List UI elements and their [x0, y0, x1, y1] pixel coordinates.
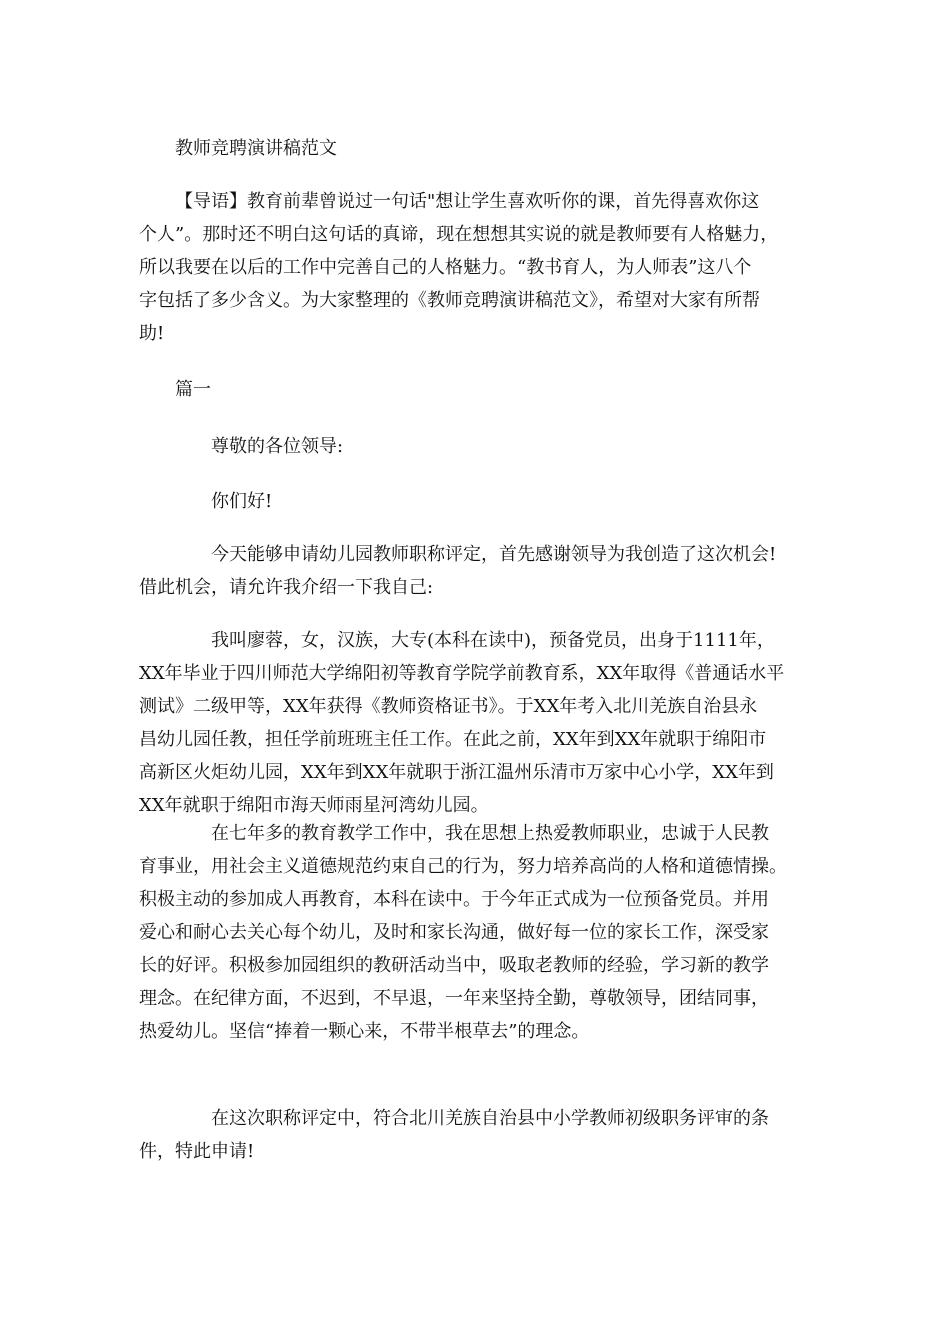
salutation-text: 尊敬的各位领导:	[211, 436, 344, 457]
intro-line: 助!	[139, 323, 165, 344]
part-heading-text: 篇一	[175, 379, 211, 400]
paragraph-line: 我叫廖蓉，女，汉族，大专(本科在读中)，预备党员，出身于1111年，	[211, 630, 775, 651]
paragraph-line: XX年就职于绵阳市海天师雨星河湾幼儿园。	[139, 795, 489, 816]
paragraph-2	[139, 624, 821, 822]
paragraph-4	[139, 1102, 821, 1168]
paragraph-line: 在七年多的教育教学工作中，我在思想上热爱教师职业，忠诚于人民教	[211, 823, 769, 844]
paragraph-line: 今天能够申请幼儿园教师职称评定，首先感谢领导为我创造了这次机会!	[211, 544, 777, 565]
paragraph-line: 件，特此申请!	[139, 1141, 255, 1162]
paragraph-line: 育事业，用社会主义道德规范约束自己的行为，努力培养高尚的人格和道德情操。	[139, 856, 787, 877]
greeting	[211, 485, 893, 518]
document-title	[175, 132, 857, 165]
intro-paragraph	[139, 185, 821, 350]
paragraph-3	[139, 817, 821, 1048]
intro-line: 个人”。那时还不明白这句话的真谛，现在想想其实说的就是教师要有人格魅力，	[139, 224, 779, 245]
paragraph-line: 热爱幼儿。坚信“捧着一颗心来，不带半根草去”的理念。	[139, 1021, 590, 1042]
salutation	[211, 430, 893, 463]
title-text: 教师竞聘演讲稿范文	[175, 138, 337, 159]
paragraph-line: 在这次职称评定中，符合北川羌族自治县中小学教师初级职务评审的条	[211, 1108, 769, 1129]
paragraph-line: 测试》二级甲等，XX年获得《教师资格证书》。于XX年考入北川羌族自治县永	[139, 696, 758, 717]
paragraph-line: 昌幼儿园任教，担任学前班班主任工作。在此之前，XX年到XX年就职于绵阳市	[139, 729, 767, 750]
paragraph-line: 理念。在纪律方面，不迟到，不早退，一年来坚持全勤，尊敬领导，团结同事，	[139, 988, 769, 1009]
paragraph-line: 爱心和耐心去关心每个幼儿，及时和家长沟通，做好每一位的家长工作，深受家	[139, 922, 769, 943]
greeting-text: 你们好!	[211, 491, 273, 512]
paragraph-line: 长的好评。积极参加园组织的教研活动当中，吸取老教师的经验，学习新的教学	[139, 955, 769, 976]
part-heading	[175, 373, 857, 406]
paragraph-line: 积极主动的参加成人再教育，本科在读中。于今年正式成为一位预备党员。并用	[139, 889, 769, 910]
paragraph-line: 高新区火炬幼儿园，XX年到XX年就职于浙江温州乐清市万家中心小学，XX年到	[139, 762, 774, 783]
paragraph-line: XX年毕业于四川师范大学绵阳初等教育学院学前教育系，XX年取得《普通话水平	[139, 663, 785, 684]
paragraph-1	[139, 538, 821, 604]
intro-line: 字包括了多少含义。为大家整理的《教师竞聘演讲稿范文》，希望对大家有所帮	[139, 290, 760, 311]
intro-line: 所以我要在以后的工作中完善自己的人格魅力。“教书育人，为人师表”这八个	[139, 257, 752, 278]
paragraph-line: 借此机会，请允许我介绍一下我自己:	[139, 577, 434, 598]
intro-line: 【导语】教育前辈曾说过一句话"想让学生喜欢听你的课，首先得喜欢你这	[175, 191, 760, 212]
